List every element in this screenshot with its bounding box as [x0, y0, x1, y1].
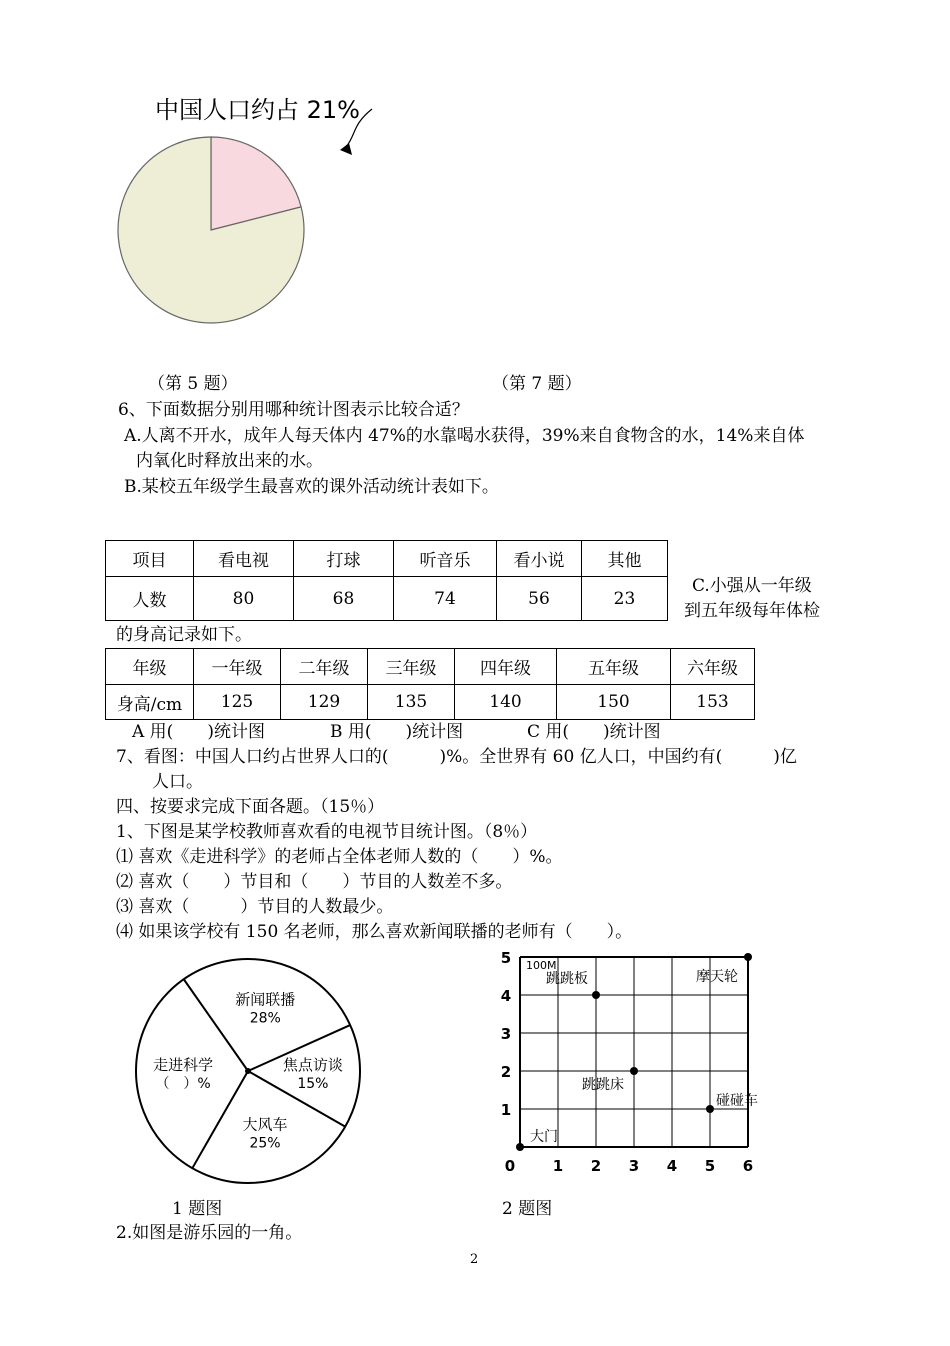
x-tick-label: 1: [552, 1157, 564, 1175]
height-cell: 125: [194, 685, 281, 720]
q6-title: 6、下面数据分别用哪种统计图表示比较合适？: [118, 400, 469, 420]
section4-title: 四、按要求完成下面各题。（15％）: [116, 797, 385, 817]
height-cell: 150: [557, 685, 671, 720]
activity-table: [105, 540, 668, 621]
section4-q1-item: ⑷ 如果该学校有 150 名老师，那么喜欢新闻联播的老师有（ ）。: [116, 922, 633, 942]
y-tick-label: 1: [500, 1101, 512, 1119]
fig2-caption: 2 题图: [502, 1199, 553, 1219]
pie-value-label: 25%: [249, 1135, 281, 1152]
park-point-label: 大门: [530, 1129, 558, 1145]
activity-header: 看电视: [194, 541, 294, 577]
pie-value-label: 15%: [297, 1076, 329, 1093]
q6-b: B.某校五年级学生最喜欢的课外活动统计表如下。: [124, 477, 499, 497]
y-tick-label: 5: [500, 949, 512, 967]
park-point-label: 摩天轮: [696, 969, 738, 985]
height-cell: 129: [281, 685, 368, 720]
pie-label: 大风车: [242, 1115, 288, 1134]
height-row-label: 身高/cm: [106, 685, 194, 720]
activity-header: 打球: [294, 541, 394, 577]
park-point: [516, 1143, 524, 1151]
caption-q7: （第 7 题）: [492, 374, 582, 394]
q7-line2: 人口。: [152, 772, 203, 792]
activity-cell: 56: [497, 577, 582, 621]
x-tick-label: 5: [704, 1157, 716, 1175]
pie-value-label: 28%: [249, 1010, 281, 1027]
x-tick-label: 2: [590, 1157, 602, 1175]
section4-q1-item: ⑵ 喜欢（ ）节目和（ ）节目的人数差不多。: [116, 872, 513, 892]
pie-slices: [118, 137, 304, 323]
section4-q1-title: 1、下图是某学校教师喜欢看的电视节目统计图。（8％）: [116, 822, 538, 842]
caption-q5: （第 5 题）: [148, 374, 238, 394]
q6-c-line1: C.小强从一年级: [692, 576, 812, 596]
height-cell: 153: [671, 685, 755, 720]
activity-row-label: 人数: [106, 577, 194, 621]
x-tick-label: 4: [666, 1157, 678, 1175]
height-header: 三年级: [368, 649, 455, 685]
park-point: [706, 1105, 714, 1113]
height-header: 一年级: [194, 649, 281, 685]
park-point-label: 跳跳板: [546, 971, 588, 987]
q6-c-line2: 到五年级每年体检: [684, 601, 820, 621]
height-header: 五年级: [557, 649, 671, 685]
pointer-arrow-head: [340, 143, 352, 155]
section4-q1-item: ⑶ 喜欢（ ）节目的人数最少。: [116, 897, 394, 917]
pie-center: [245, 1068, 251, 1074]
q6-a-line2: 内氧化时释放出来的水。: [136, 451, 323, 471]
x-tick-label: 3: [628, 1157, 640, 1175]
x-tick-label: 0: [504, 1157, 516, 1175]
activity-header: 其他: [582, 541, 668, 577]
pie-title: 中国人口约占 21%: [155, 96, 360, 124]
activity-header: 项目: [106, 541, 194, 577]
unit-label: 100M: [526, 959, 557, 972]
activity-cell: 80: [194, 577, 294, 621]
x-tick-label: 6: [742, 1157, 754, 1175]
pie-value-label: （ ）%: [155, 1075, 211, 1092]
q2-text: 2.如图是游乐园的一角。: [116, 1223, 303, 1243]
park-grid-group: [501, 949, 758, 1175]
park-point-label: 跳跳床: [582, 1077, 624, 1093]
park-point: [630, 1067, 638, 1075]
section4-q1-item: ⑴ 喜欢《走进科学》的老师占全体老师人数的（ ）%。: [116, 847, 563, 867]
y-tick-label: 2: [500, 1063, 512, 1081]
height-cell: 140: [455, 685, 557, 720]
height-header: 六年级: [671, 649, 755, 685]
pie-label: 新闻联播: [235, 990, 296, 1009]
answer-a: A 用( )统计图: [132, 722, 265, 742]
activity-cell: 74: [394, 577, 497, 621]
park-point-label: 碰碰车: [716, 1093, 758, 1109]
q7-line1: 7、看图：中国人口约占世界人口的( )%。全世界有 60 亿人口，中国约有( )亿: [116, 747, 797, 767]
activity-cell: 68: [294, 577, 394, 621]
height-header: 四年级: [455, 649, 557, 685]
y-tick-label: 3: [500, 1025, 512, 1043]
height-header: 年级: [106, 649, 194, 685]
pie-label: 走进科学: [153, 1055, 214, 1074]
answer-b: B 用( )统计图: [330, 722, 464, 742]
height-table: [105, 648, 755, 720]
park-point: [744, 953, 752, 961]
q6-a-line1: A.人离不开水，成年人每天体内 47%的水靠喝水获得，39%来自食物含的水，14%来自体: [124, 426, 805, 446]
tv-programs-pie-chart: [130, 955, 370, 1190]
park-point: [592, 991, 600, 999]
activity-header: 看小说: [497, 541, 582, 577]
tv-pie-group: [136, 959, 360, 1183]
activity-header: 听音乐: [394, 541, 497, 577]
q6-c-line3: 的身高记录如下。: [116, 625, 252, 645]
park-grid-chart: [490, 945, 780, 1185]
answer-c: C 用( )统计图: [527, 722, 661, 742]
fig1-caption: 1 题图: [172, 1199, 223, 1219]
pie-label: 焦点访谈: [282, 1056, 343, 1075]
height-header: 二年级: [281, 649, 368, 685]
china-population-pie-chart: [100, 85, 410, 335]
height-cell: 135: [368, 685, 455, 720]
activity-cell: 23: [582, 577, 668, 621]
y-tick-label: 4: [500, 987, 512, 1005]
page-number: 2: [470, 1252, 479, 1267]
